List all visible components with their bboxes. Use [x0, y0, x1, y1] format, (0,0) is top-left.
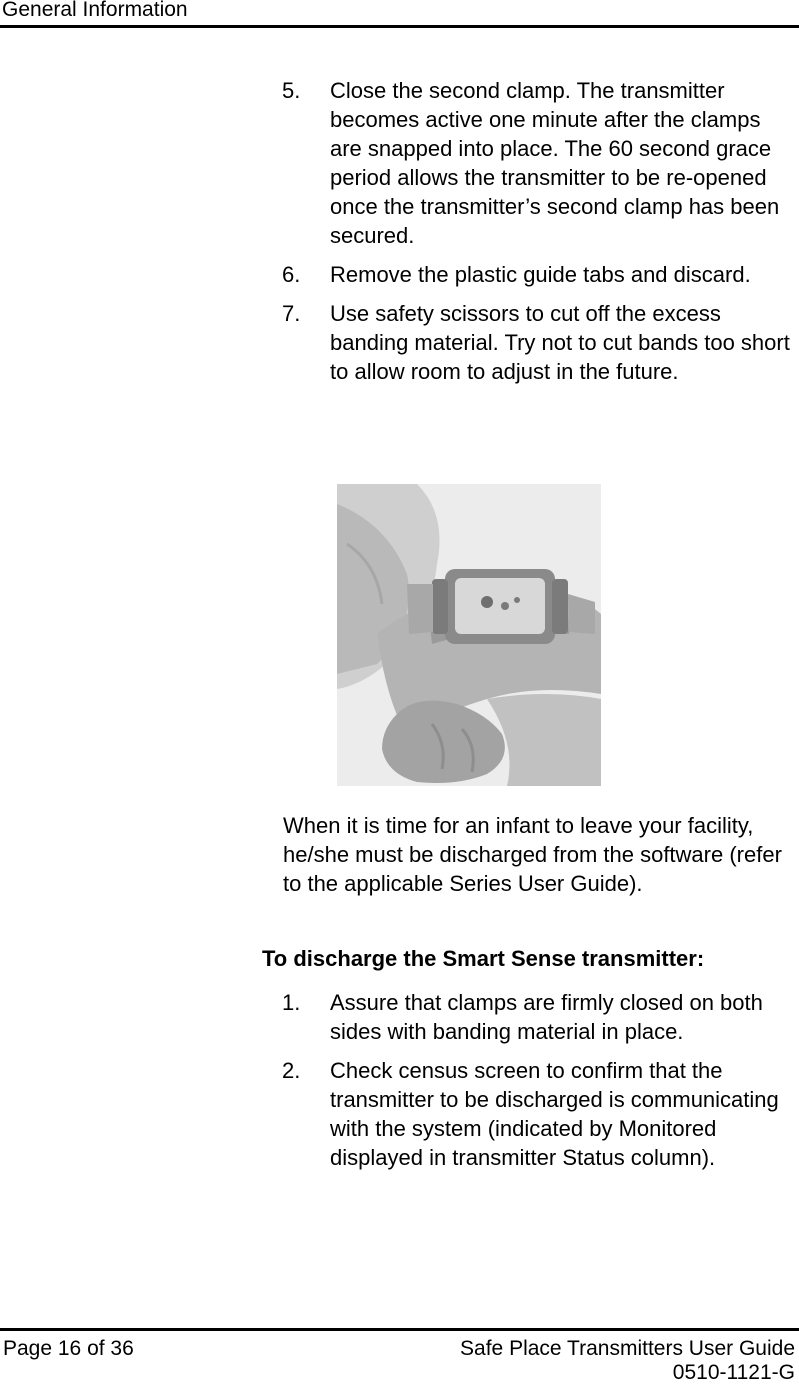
page-header — [0, 0, 799, 28]
transmitter-on-infant-wrist-photo — [337, 484, 601, 786]
steps-list-clamp — [282, 76, 797, 396]
step-number: 5. — [282, 78, 301, 103]
page-number: Page 16 of 36 — [3, 1337, 134, 1360]
page-footer — [0, 1328, 799, 1385]
doc-number: 0510-1121-G — [672, 1361, 795, 1384]
step-text: Use safety scissors to cut off the excess banding material. Try not to cut bands too short to allow room to adjust in the future. — [330, 301, 790, 384]
step-number: 6. — [282, 262, 301, 287]
list-item — [282, 988, 797, 1046]
step-text: Close the second clamp. The transmitter becomes active one minute after the clamps are snapped into place. The 60 second grace period allows the transmitter to be re-opened once the transmitter’s second clamp has been secured. — [330, 78, 780, 248]
step-text: Remove the plastic guide tabs and discard. — [330, 262, 751, 287]
steps-list-discharge — [282, 988, 797, 1182]
list-item — [282, 1056, 797, 1172]
footer-doc-info — [460, 1337, 795, 1385]
discharge-heading: To discharge the Smart Sense transmitter: — [262, 946, 705, 971]
list-item — [282, 260, 797, 289]
discharge-intro-paragraph: When it is time for an infant to leave your facility, he/she must be discharged from the software (refer to the applicable Series User Guide). — [283, 813, 782, 896]
step-number: 1. — [282, 990, 301, 1015]
step-number: 2. — [282, 1058, 301, 1083]
guide-title: Safe Place Transmitters User Guide — [460, 1337, 795, 1360]
list-item — [282, 299, 797, 386]
list-item — [282, 76, 797, 250]
step-number: 7. — [282, 301, 301, 326]
step-text: Assure that clamps are firmly closed on both sides with banding material in place. — [330, 990, 763, 1044]
step-text: Check census screen to confirm that the transmitter to be discharged is communicating with the system (indicated by Monitored displayed in transmitter Status column). — [330, 1058, 779, 1170]
header-title: General Information — [2, 0, 188, 21]
